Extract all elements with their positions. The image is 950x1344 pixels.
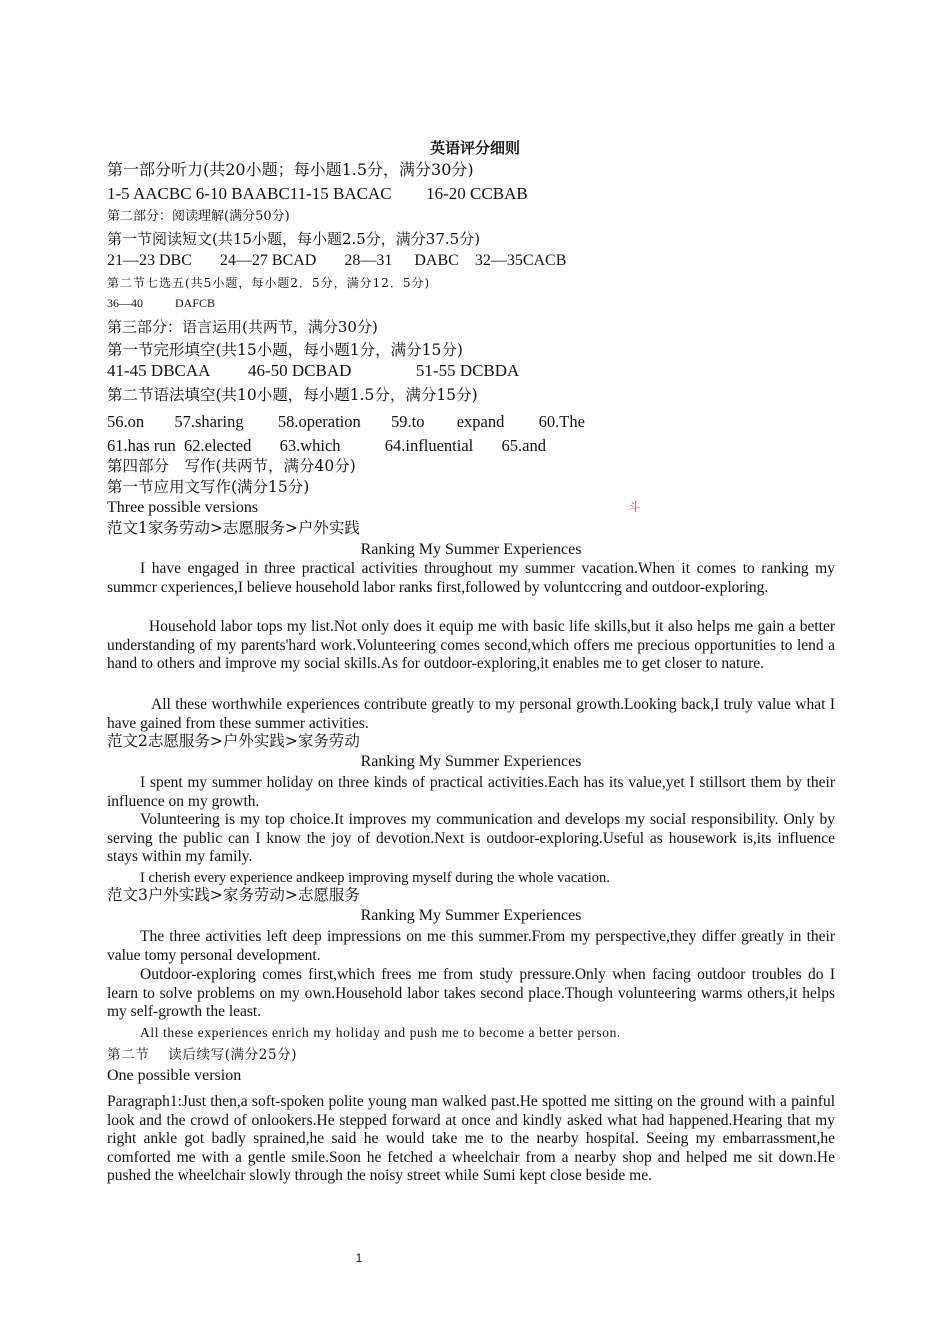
- answer-item: 58.operation: [277, 412, 361, 431]
- answer-group: 21—23 DBC: [107, 252, 192, 269]
- versions-label: Three possible versions: [107, 499, 259, 516]
- part4-heading: 第四部分 写作(共两节，满分40分): [107, 457, 356, 475]
- part3-sec2-row1: [107, 412, 585, 431]
- part3-sec1-heading: 第一节完形填空(共15小题，每小题1分，满分15分): [107, 341, 463, 359]
- answer-group: 46-50 DCBAD: [247, 361, 352, 380]
- answer-group: 51-55 DCBDA: [415, 361, 520, 380]
- sec2-version-label: One possible version: [107, 1067, 242, 1084]
- answer-item: expand: [456, 412, 505, 431]
- part3-sec1-answers: [107, 361, 519, 380]
- answer-group: 36—40: [107, 296, 143, 310]
- sample3-title: Ranking My Summer Experiences: [360, 907, 582, 924]
- answer-group: 6-10 BAABC: [195, 184, 290, 203]
- part1-heading: 第一部分听力(共20小题；每小题1.5分，满分30分): [107, 160, 474, 179]
- answer-item: 56.on: [107, 412, 145, 431]
- answer-group: 24—27 BCAD: [219, 252, 317, 269]
- sample1-title: Ranking My Summer Experiences: [360, 541, 582, 558]
- sample1-paragraph: I have engaged in three practical activities throughout my summer vacation.When it comes to ranking my summcr cxperiences,I believe household labor ranks first,followed by voluntccring and outdoor-exploring.: [107, 560, 835, 596]
- sample2-paragraph: I cherish every experience andkeep improving myself during the whole vacation.: [140, 870, 610, 886]
- answer-group: DAFCB: [175, 296, 216, 310]
- sample2-paragraph: Volunteering is my top choice.It improves my communication and develops my social responsibility. Only by serving the public can I know the joy of devotion.Next is outdoor-exploring.Useful as housework is,its influence stays within my family.: [107, 811, 835, 866]
- answer-item: 63.which: [279, 436, 341, 455]
- part2-heading: 第二部分：阅读理解(满分50分): [107, 209, 290, 224]
- sample2-paragraph: I spent my summer holiday on three kinds of practical activities.Each has its value,yet I stillsort them by their influence on my growth.: [107, 774, 835, 810]
- part2-sec2-heading: 第二节七选五(共5小题，每小题2．5分，满分12．5分): [107, 276, 431, 290]
- answer-item: 57.sharing: [174, 412, 244, 431]
- page-number: 1: [355, 1251, 363, 1265]
- answer-item: 62.elected: [184, 436, 252, 455]
- answer-group: 28—31: [344, 252, 393, 269]
- answer-item: 60.The: [538, 412, 585, 431]
- answer-item: 59.to: [391, 412, 425, 431]
- sample3-paragraph: All these experiences enrich my holiday and push me to become a better person.: [140, 1025, 621, 1040]
- answer-group: 16-20 CCBAB: [426, 184, 528, 203]
- sample3-label: 范文3户外实践>家务劳动>志愿服务: [107, 886, 360, 904]
- continuation-paragraph: Paragraph1:Just then,a soft-spoken polite young man walked past.He spotted me sitting on the ground with a painful look and the crowd of onlookers.He stepped forward at once and kindly asked what had happened.Hearing that my right ankle got badly sprained,he said he would take me to the nearby hospital. Seeing my embarrassment,he comforted me with a gentle smile.Soon he fetched a wheelchair from a nearby shop and helped me sit down.He pushed the wheelchair slowly through the noisy street while Sumi kept close beside me.: [107, 1093, 835, 1185]
- sample3-paragraph: Outdoor-exploring comes first,which frees me from study pressure.Only when facing outdoor troubles do I learn to solve problems on my own.Household labor takes second place.Though volunteering warms others,it helps my self-growth the least.: [107, 966, 835, 1021]
- answer-group: DABC: [414, 252, 459, 269]
- answer-item: 65.and: [501, 436, 546, 455]
- answer-group: 32—35CACB: [474, 252, 567, 269]
- part4-sec2-heading: 第二节 读后续写(满分25分): [107, 1047, 298, 1063]
- part2-sec1-heading: 第一节阅读短文(共15小题，每小题2.5分，满分37.5分): [107, 230, 481, 248]
- stamp-mark: 斗: [628, 500, 641, 514]
- answer-group: 11-15 BACAC: [289, 184, 392, 203]
- part3-sec2-row2: [107, 436, 546, 455]
- sample1-paragraph: All these worthwhile experiences contribute greatly to my personal growth.Looking back,I truly value what I have gained from these summer activities.: [107, 696, 835, 732]
- answer-item: 61.has run: [107, 436, 176, 455]
- sample1-paragraph: Household labor tops my list.Not only does it equip me with basic life skills,but it also helps me gain a better understanding of my parents'hard work.Volunteering comes second,which offers me precious opportunities to lend a hand to others and improve my social skills.As for outdoor-exploring,it enables me to get closer to nature.: [107, 618, 835, 673]
- answer-group: 41-45 DBCAA: [107, 361, 210, 380]
- answer-item: 64.influential: [384, 436, 474, 455]
- answer-group: 1-5 AACBC: [107, 184, 192, 203]
- part3-sec2-heading: 第二节语法填空(共10小题，每小题1.5分，满分15分): [107, 386, 478, 404]
- sample1-label: 范文1家务劳动>志愿服务>户外实践: [107, 519, 360, 537]
- part2-sec2-answers: [107, 294, 215, 313]
- sample2-title: Ranking My Summer Experiences: [360, 753, 582, 770]
- sample3-paragraph: The three activities left deep impressions on me this summer.From my perspective,they differ greatly in their value tomy personal development.: [107, 928, 835, 964]
- sample2-label: 范文2志愿服务>户外实践>家务劳动: [107, 732, 360, 750]
- part3-heading: 第三部分：语言运用(共两节，满分30分): [107, 318, 378, 336]
- part4-sec1-heading: 第一节应用文写作(满分15分): [107, 478, 310, 496]
- part1-answers: [107, 184, 528, 203]
- doc-title: 英语评分细则: [429, 139, 520, 157]
- part2-sec1-answers: [107, 251, 566, 270]
